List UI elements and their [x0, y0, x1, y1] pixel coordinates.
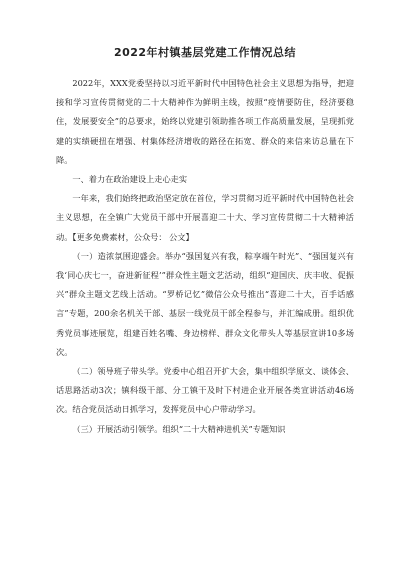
item-paragraph-2: （二）领导班子带头学。党委中心组召开扩大会，集中组织学原文、谈体会、话思路活动3次；镇科级干部、分工镇干及时下村进企业开展各类宣讲活动46场次。结合党员活动日抓学习，发挥党员中心户带动学习。 [56, 366, 354, 415]
section-paragraph: 一年来，我们始终把政治坚定放在首位，学习贯彻习近平新时代中国特色社会主义思想，在全镇广大党员干部中开展喜迎二十大、学习宣传贯彻二十大精神活动。【更多免费素材，公众号： 公文】 [56, 193, 354, 242]
item-paragraph-3: （三）开展活动引领学。组织“二十大精神进机关”专题知识 [72, 423, 286, 434]
document-title: 2022年村镇基层党建工作情况总结 [113, 46, 297, 59]
section-heading: 一、着力在政治建设上走心走实 [72, 174, 188, 185]
item-paragraph-1: （一）造浓氛围迎盛会。举办“强国复兴有我，粽享端午时光”、“强国复兴有我‘同心庆七一，奋进新征程’”群众性主题文艺活动，组织“迎国庆、庆丰收、促振兴”群众主题文艺线上活动。“罗桥记忆”微信公众号推出“喜迎二十大，百手话感言”专题，200余名机关干部、基层一线党员干部全程参与，并汇编成册。组织优秀党员事迹展览，组建百姓名嘴、身边榜样、群众文化带头人等基层宣讲10多场次。 [56, 250, 354, 357]
intro-paragraph: 2022年，XXX党委坚持以习近平新时代中国特色社会主义思想为指导，把迎接和学习宣传贯彻党的二十大精神作为鲜明主线，按照“疫情要防住，经济要稳住，发展要安全”的总要求，始终以党建引领助推各项工作高质量发展，呈现抓党建的实绩硬扭在增强、村集体经济增收的路径在拓宽、群众的来信来访总量在下降。 [56, 78, 354, 165]
